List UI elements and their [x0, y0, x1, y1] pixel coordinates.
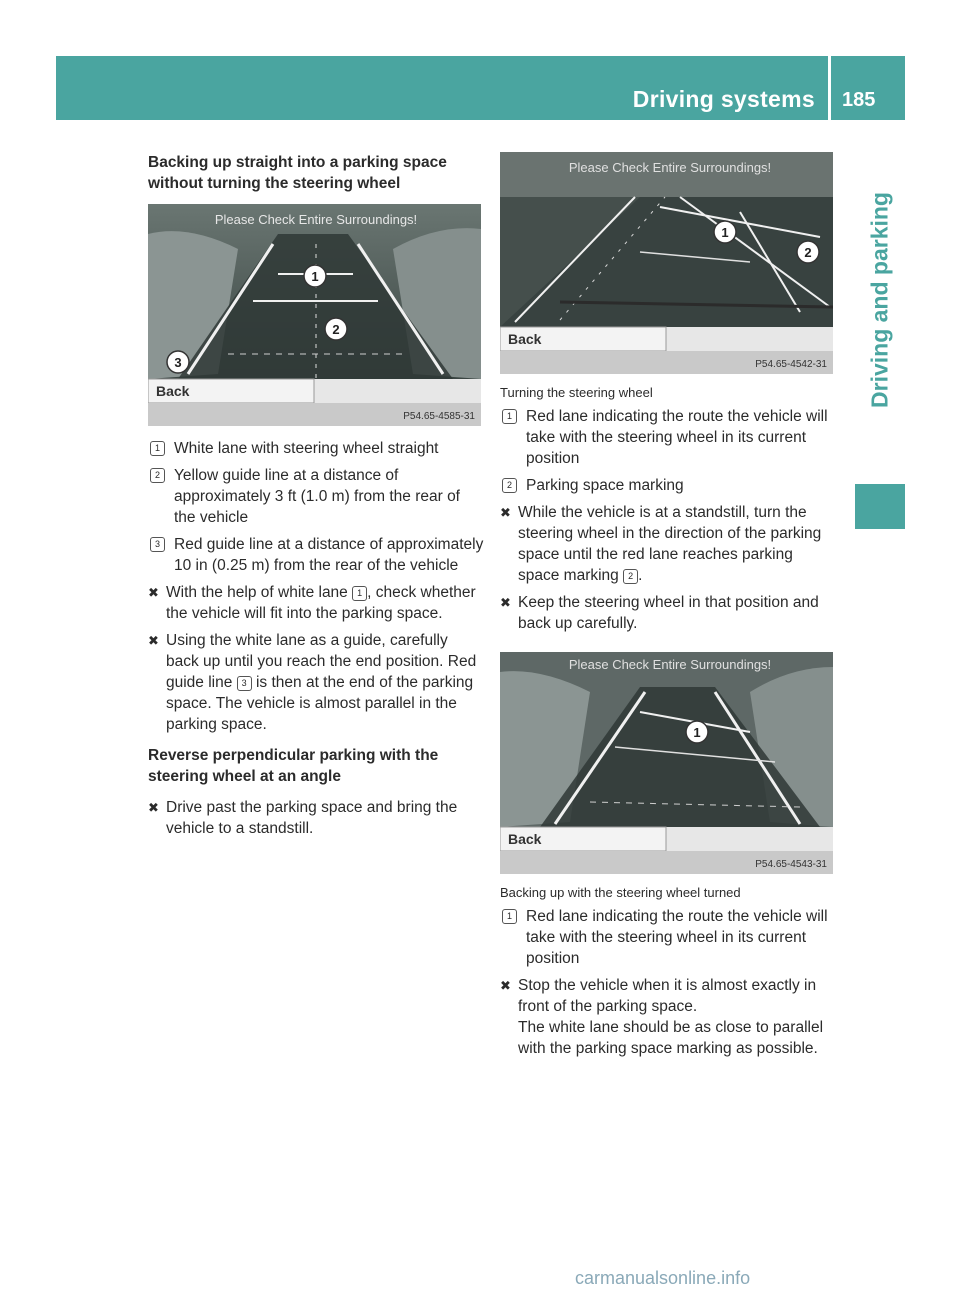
- figure-code: P54.65-4585-31: [403, 411, 475, 422]
- inline-number-icon: 2: [623, 569, 638, 584]
- chapter-marker-block: [855, 484, 905, 529]
- marker-1: 1: [721, 225, 729, 240]
- item-text: Parking space marking: [526, 477, 684, 494]
- overlay-text: Please Check Entire Surroundings!: [568, 657, 772, 672]
- legend-item: [148, 465, 484, 528]
- item-number-icon: 1: [502, 409, 517, 424]
- item-text: Yellow guide line at a distance of approximately 3 ft (1.0 m) from the rear of the vehicle: [174, 467, 460, 526]
- camera-view-image: [148, 204, 481, 426]
- step-arrow-icon: ✖: [500, 505, 511, 520]
- figure-caption: Turning the steering wheel: [500, 385, 653, 400]
- overlay-text: Please Check Entire Surroundings!: [214, 212, 418, 227]
- instruction-step: ✖ Using the white lane as a guide, carefully back up until you reach the end position. Red guide line 3 is then at the end of the parking space. The vehicle is almost parallel in the parking space.: [148, 632, 477, 733]
- figure-code: P54.65-4543-31: [755, 859, 827, 870]
- step-arrow-icon: ✖: [500, 978, 511, 993]
- chapter-label: Driving and parking: [866, 192, 893, 408]
- marker-2: 2: [804, 245, 812, 260]
- item-text: Red guide line at a distance of approximately 10 in (0.25 m) from the rear of the vehicle: [174, 536, 484, 574]
- legend-item: [500, 906, 836, 969]
- watermark-text: carmanualsonline.info: [575, 1268, 751, 1288]
- back-button[interactable]: Back: [508, 831, 542, 847]
- header-bar: [56, 56, 905, 120]
- camera-figure-turning: [500, 152, 833, 374]
- back-button[interactable]: Back: [156, 383, 190, 399]
- back-button[interactable]: Back: [508, 331, 542, 347]
- legend-item: [500, 406, 836, 469]
- step-arrow-icon: ✖: [500, 595, 511, 610]
- marker-1: 1: [693, 725, 701, 740]
- marker-3: 3: [174, 355, 182, 370]
- page-number: 185: [842, 89, 876, 111]
- marker-1: 1: [311, 269, 319, 284]
- instruction-step: ✖ Drive past the parking space and bring the vehicle to a standstill.: [148, 799, 458, 837]
- instruction-step: ✖ Stop the vehicle when it is almost exactly in front of the parking space. The white lane should be as close to parallel with the parking space marking as possible.: [500, 977, 824, 1057]
- instruction-step: ✖ With the help of white lane 1 , check whether the vehicle will fit into the parking space.: [148, 584, 476, 622]
- inline-number-icon: 3: [237, 676, 252, 691]
- instruction-step: ✖ Keep the steering wheel in that position and back up carefully.: [500, 594, 819, 632]
- legend-item: [148, 534, 484, 576]
- section-heading-angle: Reverse perpendicular parking with the steering wheel at an angle: [148, 747, 439, 785]
- camera-view-image: [500, 152, 833, 374]
- figure-caption: Backing up with the steering wheel turned: [500, 885, 741, 900]
- item-text: Red lane indicating the route the vehicle will take with the steering wheel in its current position: [526, 908, 828, 967]
- marker-2: 2: [332, 322, 340, 337]
- item-number-icon: 2: [502, 478, 517, 493]
- camera-view-image: [500, 652, 833, 874]
- section-title: Driving systems: [632, 86, 815, 112]
- left-column: [148, 152, 484, 845]
- instruction-step: ✖ While the vehicle is at a standstill, turn the steering wheel in the direction of the parking space until the red lane reaches parking space marking 2 .: [500, 504, 822, 584]
- item-number-icon: 1: [502, 909, 517, 924]
- legend-item: [148, 438, 484, 459]
- item-text: Red lane indicating the route the vehicle will take with the steering wheel in its current position: [526, 408, 828, 467]
- header-separator: [828, 56, 831, 120]
- inline-number-icon: 1: [352, 586, 367, 601]
- section-heading-straight: Backing up straight into a parking space without turning the steering wheel: [148, 154, 447, 192]
- chapter-tab: [855, 130, 905, 470]
- legend-item: [500, 475, 836, 496]
- item-number-icon: 1: [150, 441, 165, 456]
- overlay-text: Please Check Entire Surroundings!: [568, 160, 772, 175]
- item-number-icon: 3: [150, 537, 165, 552]
- item-number-icon: 2: [150, 468, 165, 483]
- item-text: White lane with steering wheel straight: [174, 440, 439, 457]
- camera-figure-straight: [148, 204, 481, 426]
- step-arrow-icon: ✖: [148, 585, 159, 600]
- step-arrow-icon: ✖: [148, 633, 159, 648]
- figure-code: P54.65-4542-31: [755, 359, 827, 370]
- right-column: [500, 152, 836, 1065]
- camera-figure-turned: [500, 652, 833, 874]
- step-arrow-icon: ✖: [148, 800, 159, 815]
